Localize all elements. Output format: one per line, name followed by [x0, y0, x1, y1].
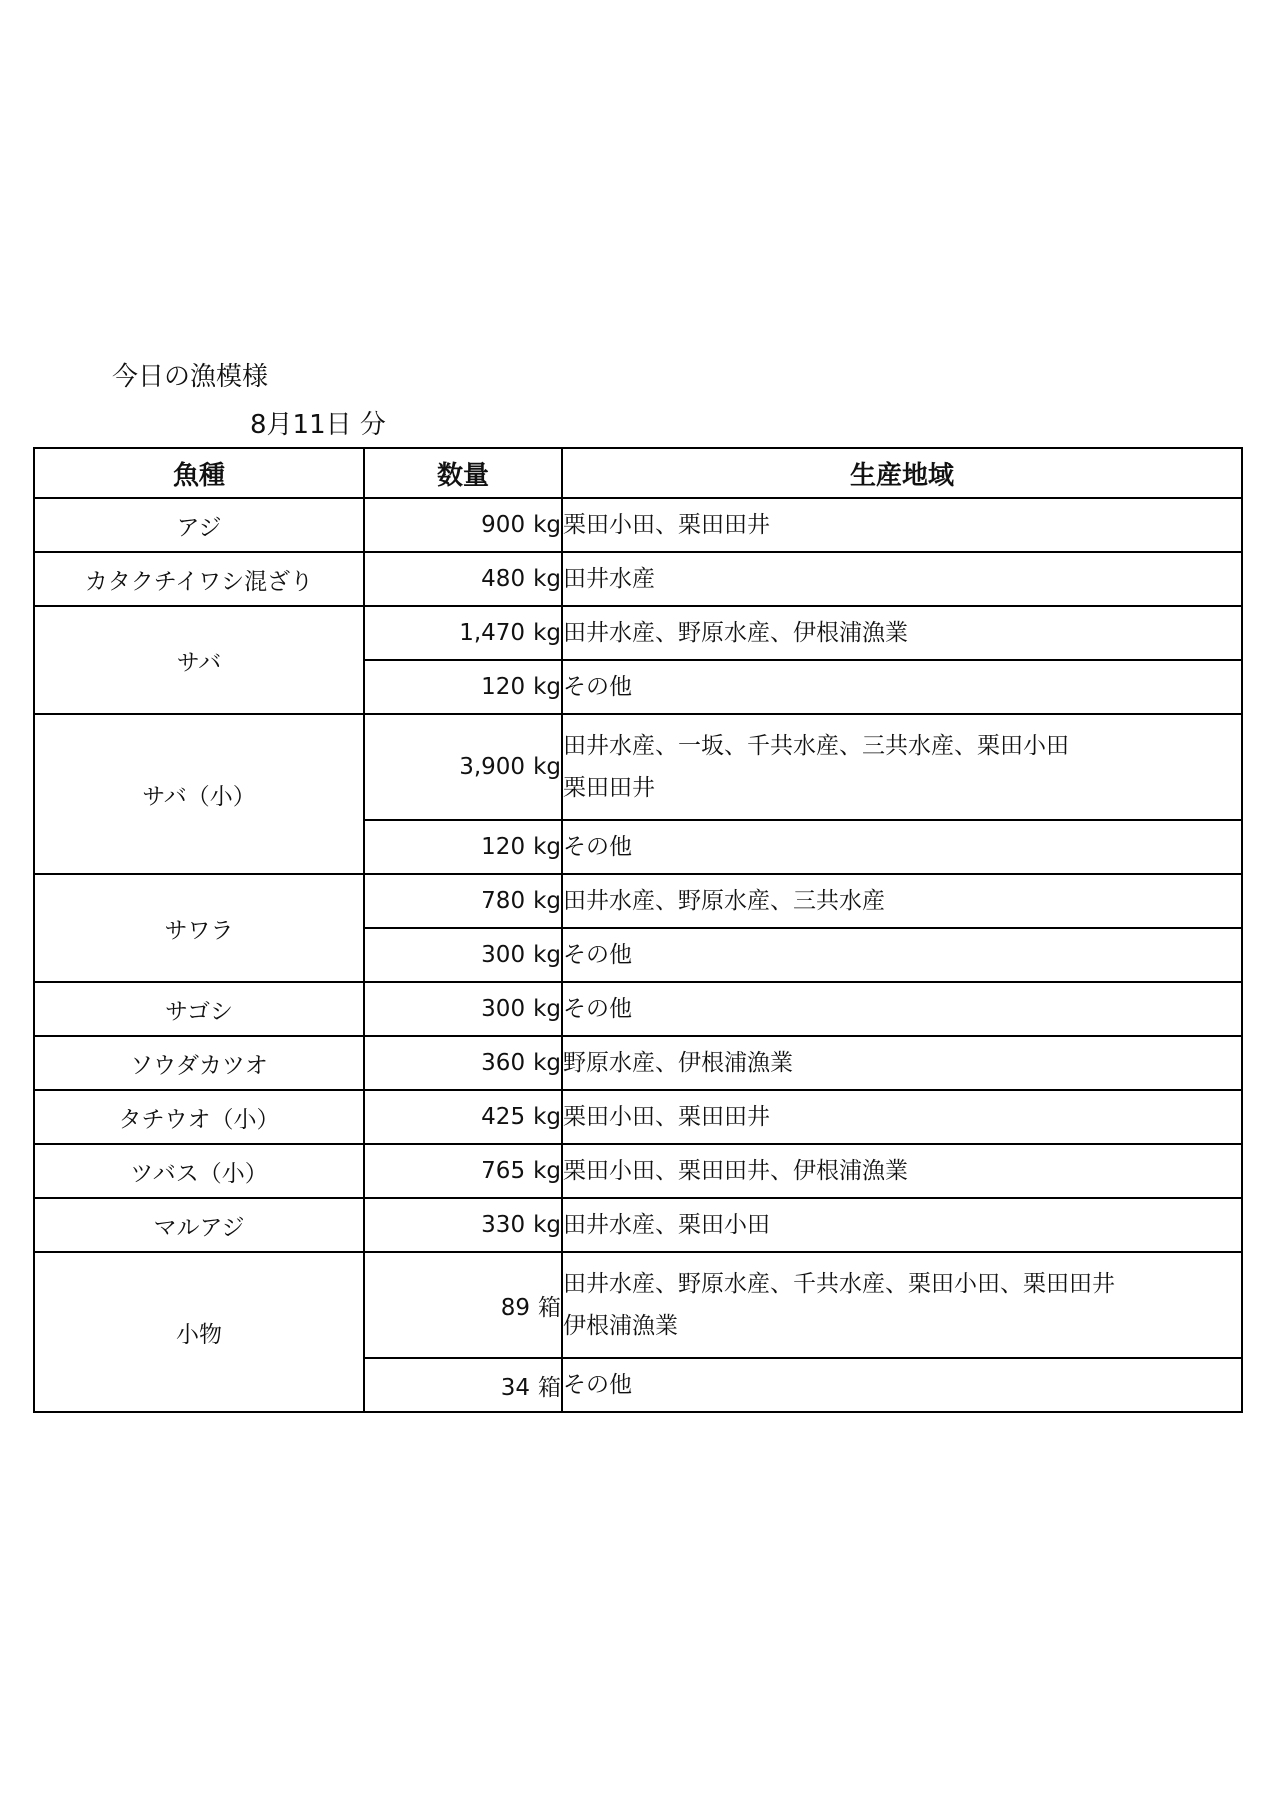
region-line: 田井水産、野原水産、伊根浦漁業 — [563, 620, 908, 646]
quantity-value: 300 — [481, 942, 526, 968]
region-line: 野原水産、伊根浦漁業 — [563, 1050, 793, 1076]
quantity-unit: kg — [533, 1212, 561, 1238]
quantity-unit: 箱 — [538, 1374, 561, 1401]
quantity-unit: kg — [533, 996, 561, 1022]
region-line: その他 — [563, 1372, 632, 1398]
region-line: その他 — [563, 674, 632, 700]
quantity-value: 425 — [481, 1104, 526, 1130]
species-cell: サゴシ — [34, 982, 364, 1036]
region-cell — [562, 1198, 1242, 1252]
table-row — [34, 1252, 1242, 1358]
table-row — [34, 714, 1242, 820]
region-line: 田井水産、一坂、千共水産、三共水産、栗田小田 — [563, 733, 1069, 759]
quantity-cell — [364, 874, 562, 928]
quantity-unit: kg — [533, 834, 561, 860]
quantity-value: 330 — [481, 1212, 526, 1238]
quantity-cell — [364, 1252, 562, 1358]
species-cell: サバ（小） — [34, 714, 364, 874]
table-row — [34, 1144, 1242, 1198]
page-title: 今日の漁模様 — [112, 362, 269, 392]
region-line: 栗田小田、栗田田井 — [563, 1104, 770, 1130]
table-row — [34, 606, 1242, 660]
quantity-unit: kg — [533, 512, 561, 538]
region-cell — [562, 714, 1242, 820]
region-cell — [562, 552, 1242, 606]
region-line: 田井水産、栗田小田 — [563, 1212, 770, 1238]
quantity-cell — [364, 982, 562, 1036]
species-cell: 小物 — [34, 1252, 364, 1412]
quantity-cell — [364, 1090, 562, 1144]
region-cell — [562, 606, 1242, 660]
quantity-value: 89 — [500, 1294, 530, 1321]
header-quantity: 数量 — [364, 448, 562, 498]
species-cell: タチウオ（小） — [34, 1090, 364, 1144]
region-line: 栗田田井 — [563, 775, 655, 801]
quantity-unit: kg — [533, 1050, 561, 1076]
quantity-cell — [364, 498, 562, 552]
quantity-value: 120 — [481, 834, 526, 860]
region-line: その他 — [563, 996, 632, 1022]
table-row — [34, 1036, 1242, 1090]
region-cell — [562, 820, 1242, 874]
quantity-cell — [364, 1198, 562, 1252]
quantity-cell — [364, 928, 562, 982]
region-line: 栗田小田、栗田田井、伊根浦漁業 — [563, 1158, 908, 1184]
region-line: 栗田小田、栗田田井 — [563, 512, 770, 538]
header-species: 魚種 — [34, 448, 364, 498]
quantity-unit: kg — [533, 674, 561, 700]
report-date: 8月11日 分 — [250, 410, 386, 440]
quantity-unit: kg — [533, 942, 561, 968]
region-line: 田井水産 — [563, 566, 655, 592]
quantity-value: 120 — [481, 674, 526, 700]
quantity-cell — [364, 606, 562, 660]
quantity-value: 1,470 — [459, 620, 526, 646]
quantity-cell — [364, 1036, 562, 1090]
quantity-value: 3,900 — [459, 754, 526, 780]
header-region: 生産地域 — [562, 448, 1242, 498]
table-header-row — [34, 448, 1242, 498]
quantity-value: 765 — [481, 1158, 526, 1184]
quantity-cell — [364, 820, 562, 874]
quantity-value: 780 — [481, 888, 526, 914]
region-line: 田井水産、野原水産、千共水産、栗田小田、栗田田井 — [563, 1271, 1115, 1297]
table-body — [34, 498, 1242, 1412]
region-cell — [562, 1036, 1242, 1090]
table-row — [34, 498, 1242, 552]
quantity-cell — [364, 1358, 562, 1412]
quantity-value: 900 — [481, 512, 526, 538]
table-row — [34, 1198, 1242, 1252]
quantity-value: 34 — [500, 1374, 530, 1401]
region-cell — [562, 660, 1242, 714]
region-line: その他 — [563, 834, 632, 860]
quantity-value: 300 — [481, 996, 526, 1022]
table-row — [34, 982, 1242, 1036]
region-cell — [562, 1252, 1242, 1358]
region-cell — [562, 874, 1242, 928]
species-cell: ソウダカツオ — [34, 1036, 364, 1090]
quantity-unit: kg — [533, 1158, 561, 1184]
quantity-cell — [364, 1144, 562, 1198]
quantity-unit: kg — [533, 566, 561, 592]
species-cell: サバ — [34, 606, 364, 714]
region-cell — [562, 982, 1242, 1036]
species-cell: サワラ — [34, 874, 364, 982]
quantity-cell — [364, 552, 562, 606]
region-cell — [562, 1358, 1242, 1412]
region-cell — [562, 928, 1242, 982]
quantity-unit: kg — [533, 1104, 561, 1130]
species-cell: マルアジ — [34, 1198, 364, 1252]
region-cell — [562, 1144, 1242, 1198]
quantity-cell — [364, 714, 562, 820]
quantity-value: 360 — [481, 1050, 526, 1076]
catch-table — [33, 447, 1243, 1413]
region-cell — [562, 498, 1242, 552]
quantity-cell — [364, 660, 562, 714]
species-cell: カタクチイワシ混ざり — [34, 552, 364, 606]
quantity-unit: 箱 — [538, 1294, 561, 1321]
species-cell: アジ — [34, 498, 364, 552]
species-cell: ツバス（小） — [34, 1144, 364, 1198]
region-cell — [562, 1090, 1242, 1144]
region-line: 伊根浦漁業 — [563, 1313, 678, 1339]
quantity-unit: kg — [533, 888, 561, 914]
region-line: その他 — [563, 942, 632, 968]
quantity-value: 480 — [481, 566, 526, 592]
table-row — [34, 1090, 1242, 1144]
quantity-unit: kg — [533, 754, 561, 780]
region-line: 田井水産、野原水産、三共水産 — [563, 888, 885, 914]
quantity-unit: kg — [533, 620, 561, 646]
table-row — [34, 552, 1242, 606]
table-row — [34, 874, 1242, 928]
